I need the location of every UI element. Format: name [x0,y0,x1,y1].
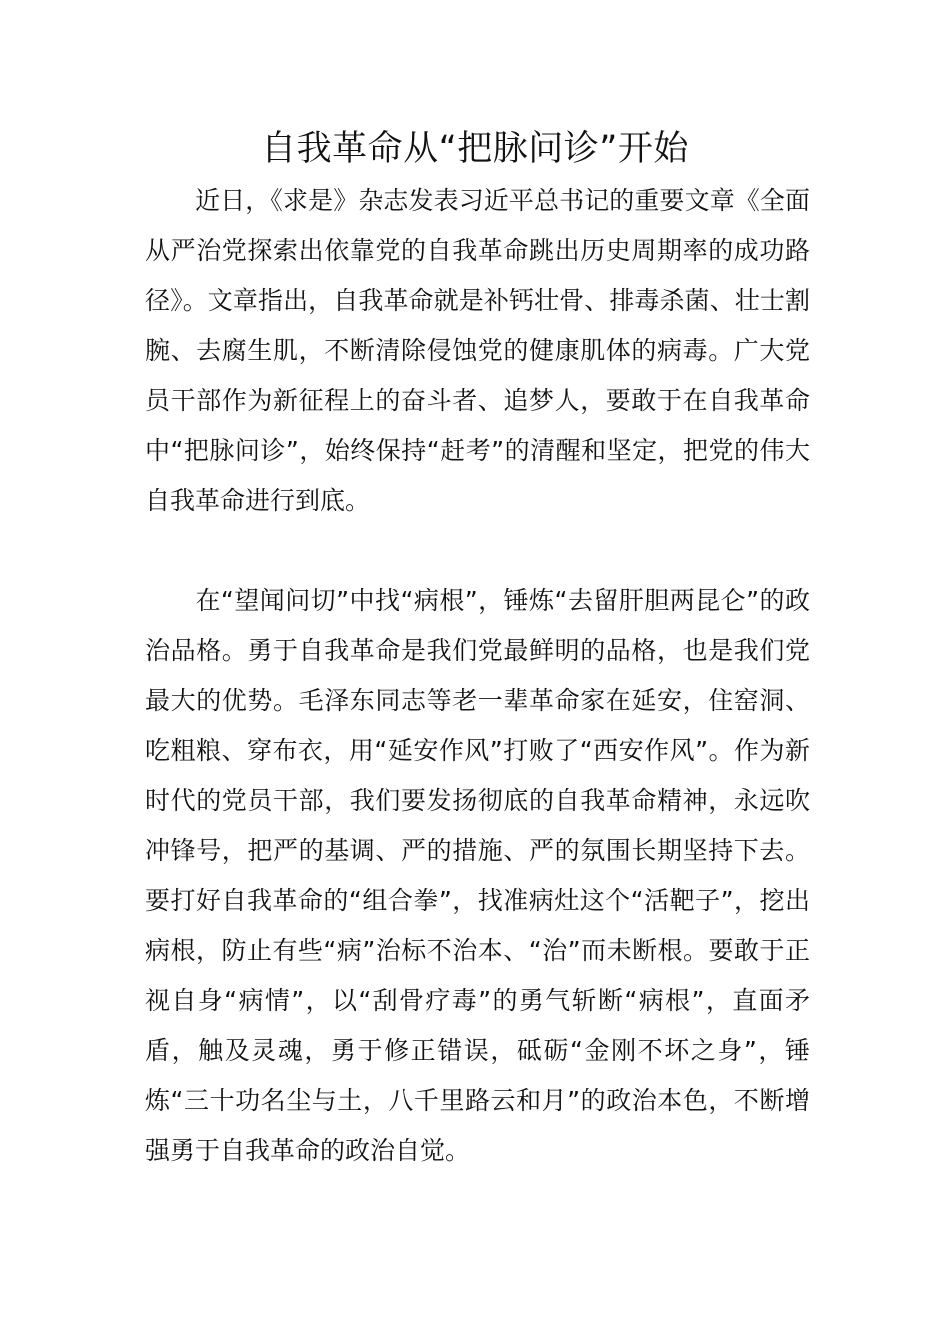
paragraph-intro [145,176,810,526]
paragraph-diagnosis [145,576,810,1176]
document-title: 自我革命从“把脉问诊”开始 [261,129,689,169]
paragraph-intro-text: 近日，《求是》杂志发表习近平总书记的重要文章《全面从严治党探索出依靠党的自我革命跳出历史周期率的成功路径》。文章指出，自我革命就是补钙壮骨、排毒杀菌、壮士割腕、去腐生肌，不断清除侵蚀党的健康肌体的病毒。广大党员干部作为新征程上的奋斗者、追梦人，要敢于在自我革命中“把脉问诊”，始终保持“赶考”的清醒和坚定，把党的伟大自我革命进行到底。 [145,186,810,515]
paragraph-diagnosis-text: 在“望闻问切”中找“病根”，锤炼“去留肝胆两昆仑”的政治品格。勇于自我革命是我们党最鲜明的品格，也是我们党最大的优势。毛泽东同志等老一辈革命家在延安，住窑洞、吃粗粮、穿布衣，用“延安作风”打败了“西安作风”。作为新时代的党员干部，我们要发扬彻底的自我革命精神，永远吹冲锋号，把严的基调、严的措施、严的氛围长期坚持下去。要打好自我革命的“组合拳”，找准病灶这个“活靶子”，挖出病根，防止有些“病”治标不治本、“治”而未断根。要敢于正视自身“病情”，以“刮骨疗毒”的勇气斩断“病根”，直面矛盾，触及灵魂，勇于修正错误，砥砺“金刚不坏之身”，锤炼“三十功名尘与土，八千里路云和月”的政治本色，不断增强勇于自我革命的政治自觉。 [145,586,810,1165]
